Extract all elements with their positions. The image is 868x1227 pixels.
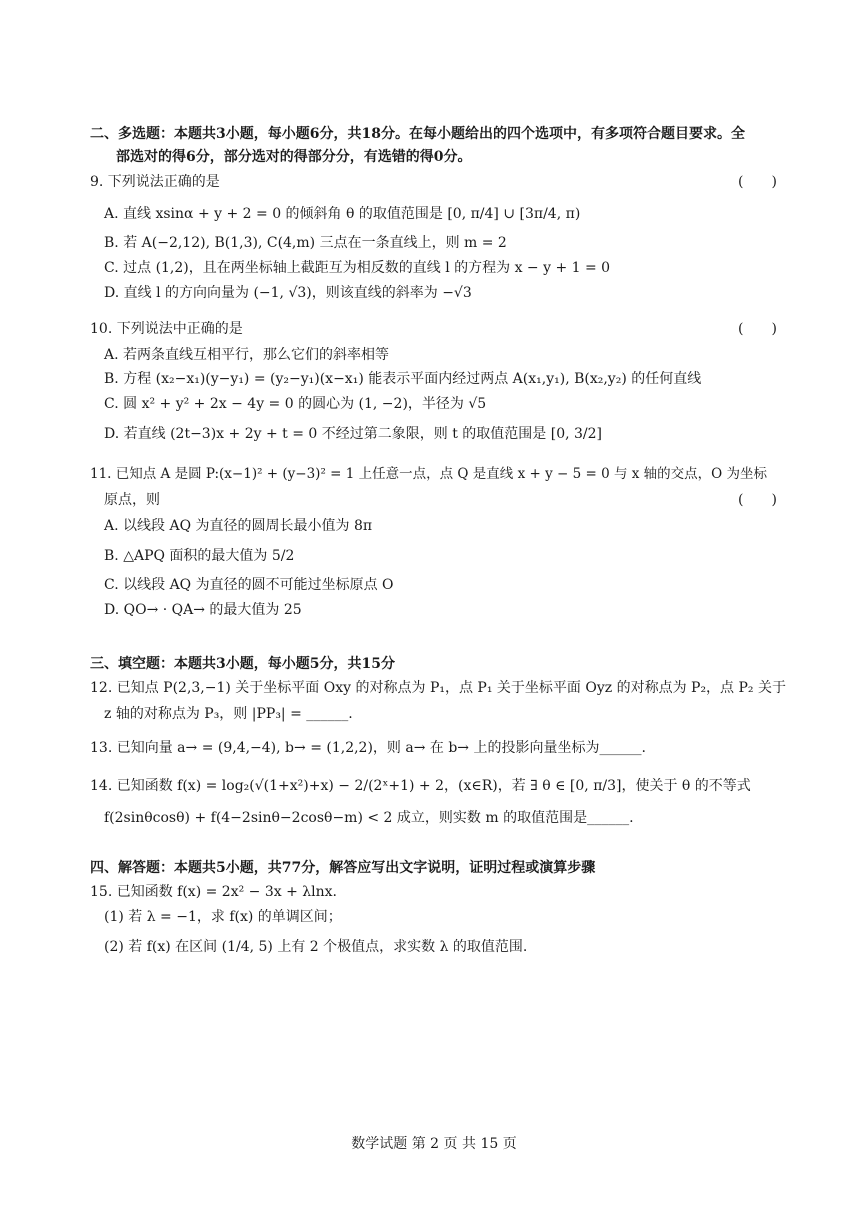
q11-option-d: D. QO→ · QA→ 的最大值为 25 xyxy=(104,602,302,618)
section-multi-header-line2: 部选对的得6分，部分选对的得部分分，有选错的得0分。 xyxy=(116,149,472,165)
q14-line2: f(2sinθcosθ) + f(4−2sinθ−2cosθ−m) < 2 成立，则实数 m 的取值范围是______. xyxy=(104,810,634,826)
section-multi-header-line1: 二、多选题：本题共3小题，每小题6分，共18分。在每小题给出的四个选项中，有多项符合题目要求。全 xyxy=(90,126,745,142)
q9-option-c: C. 过点 (1,2)，且在两坐标轴上截距互为相反数的直线 l 的方程为 x − y + 1 = 0 xyxy=(104,260,611,276)
q13-line1: 13. 已知向量 a→ = (9,4,−4), b→ = (1,2,2)，则 a→ 在 b→ 上的投影向量坐标为______. xyxy=(90,740,646,756)
section-solve-header: 四、解答题：本题共5小题，共77分，解答应写出文字说明，证明过程或演算步骤 xyxy=(90,860,596,876)
q12-line2: z 轴的对称点为 P₃，则 |PP₃| = ______. xyxy=(104,706,353,722)
q9-answer-paren: ( ) xyxy=(738,174,777,190)
q10-option-a: A. 若两条直线互相平行，那么它们的斜率相等 xyxy=(104,347,390,363)
q10-option-b: B. 方程 (x₂−x₁)(y−y₁) = (y₂−y₁)(x−x₁) 能表示平面内经过两点 A(x₁,y₁), B(x₂,y₂) 的任何直线 xyxy=(104,371,702,387)
q11-option-a: A. 以线段 AQ 为直径的圆周长最小值为 8π xyxy=(104,518,373,534)
q10-option-c: C. 圆 x² + y² + 2x − 4y = 0 的圆心为 (1, −2)，半径为 √5 xyxy=(104,396,487,412)
q14-line1: 14. 已知函数 f(x) = log₂(√(1+x²)+x) − 2/(2ˣ+1) + 2，(x∈R)，若 ∃ θ ∈ [0, π/3]，使关于 θ 的不等式 xyxy=(90,778,751,794)
q11-option-c: C. 以线段 AQ 为直径的圆不可能过坐标原点 O xyxy=(104,577,394,593)
q11-stem-line2: 原点，则 xyxy=(104,492,160,508)
q15-part1: (1) 若 λ = −1，求 f(x) 的单调区间； xyxy=(104,909,342,925)
q9-option-d: D. 直线 l 的方向向量为 (−1, √3)，则该直线的斜率为 −√3 xyxy=(104,285,472,301)
q11-answer-paren: ( ) xyxy=(738,492,777,508)
section-fill-header: 三、填空题：本题共3小题，每小题5分，共15分 xyxy=(90,656,395,672)
q10-stem: 10. 下列说法中正确的是 xyxy=(90,321,243,337)
q15-stem: 15. 已知函数 f(x) = 2x² − 3x + λlnx. xyxy=(90,884,337,900)
q15-part2: (2) 若 f(x) 在区间 (1/4, 5) 上有 2 个极值点，求实数 λ 的取值范围. xyxy=(104,939,528,955)
page-footer: 数学试题 第 2 页 共 15 页 xyxy=(351,1136,517,1152)
q9-stem: 9. 下列说法正确的是 xyxy=(90,174,220,190)
q9-option-b: B. 若 A(−2,12), B(1,3), C(4,m) 三点在一条直线上，则 m = 2 xyxy=(104,235,507,251)
q10-answer-paren: ( ) xyxy=(738,321,777,337)
q9-option-a: A. 直线 xsinα + y + 2 = 0 的倾斜角 θ 的取值范围是 [0, π/4] ∪ [3π/4, π) xyxy=(104,206,581,222)
q11-option-b: B. △APQ 面积的最大值为 5/2 xyxy=(104,548,295,564)
q12-line1: 12. 已知点 P(2,3,−1) 关于坐标平面 Oxy 的对称点为 P₁，点 P₁ 关于坐标平面 Oyz 的对称点为 P₂，点 P₂ 关于 xyxy=(90,680,786,696)
q11-stem-line1: 11. 已知点 A 是圆 P:(x−1)² + (y−3)² = 1 上任意一点，点 Q 是直线 x + y − 5 = 0 与 x 轴的交点，O 为坐标 xyxy=(90,466,768,482)
q10-option-d: D. 若直线 (2t−3)x + 2y + t = 0 不经过第二象限，则 t 的取值范围是 [0, 3/2] xyxy=(104,426,602,442)
